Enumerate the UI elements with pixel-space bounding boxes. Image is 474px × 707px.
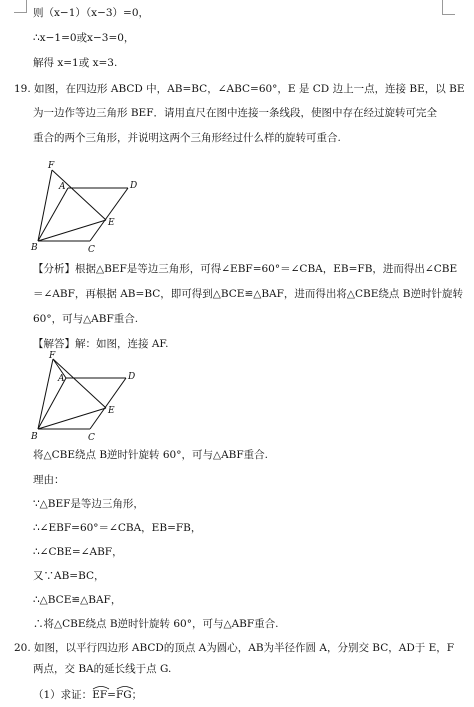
q19-line-3: 重合的两个三角形，并说明这两个三角形经过什么样的旋转可重合.	[33, 132, 341, 144]
proof-line-6: 又∵AB=BC，	[33, 570, 105, 582]
figure-1-quadrilateral	[28, 158, 146, 258]
label-a: A	[59, 182, 66, 192]
solution-line-3: 解得 x=1或 x=3.	[33, 57, 118, 69]
arc-ef	[92, 688, 107, 702]
solution-line-1: 则（x−1）（x−3）=0，	[33, 7, 150, 19]
proof-line-1: 将△CBE绕点 B逆时针旋转 60°，可与△ABF重合.	[33, 449, 268, 461]
label-e: E	[108, 218, 115, 228]
label-e-2: E	[108, 406, 115, 416]
equals-sign: =	[107, 689, 116, 701]
proof-line-3: ∵△BEF是等边三角形，	[33, 498, 144, 510]
q19-line-1: 19. 如图，在四边形 ABCD 中，AB=BC，∠ABC=60°，E 是 CD 边上一点，连接 BE，以 BE	[14, 83, 465, 95]
analysis-line-1: 【分析】根据△BEF是等边三角形，可得∠EBF=60°＝∠CBA，EB=FB，进而得出∠CBE	[33, 263, 458, 275]
analysis-line-3: 60°，可与△ABF重合.	[33, 313, 139, 325]
q19-line-2: 为一边作等边三角形 BEF．请用直尺在图中连接一条线段，使图中存在经过旋转可完全	[33, 107, 438, 119]
q20-line-2: 两点，交 BA的延长线于点 G.	[33, 663, 172, 675]
label-b-2: B	[31, 432, 38, 442]
label-c: C	[88, 245, 95, 255]
proof-line-5: ∴∠CBE=∠ABF，	[33, 546, 123, 558]
segment-bf	[38, 170, 52, 241]
crop-mark-right	[442, 0, 455, 15]
analysis-line-2: ＝∠ABF，再根据 AB=BC，即可得到△BCE≌△BAF，进而得出将△CBE绕点 B逆时针旋转	[33, 288, 463, 300]
arc-fg-label: FG	[115, 689, 132, 701]
segment-fe	[52, 170, 106, 220]
proof-line-4: ∴∠EBF=60°＝∠CBA，EB=FB，	[33, 522, 202, 534]
segment-cd-2	[90, 378, 126, 429]
arc-ef-label: EF	[92, 689, 108, 701]
arc-fg	[116, 688, 132, 702]
label-f: F	[48, 161, 55, 171]
label-f-2: F	[49, 351, 56, 361]
answer-line: 【解答】解：如图，连接 AF.	[33, 338, 169, 350]
label-c-2: C	[88, 433, 95, 443]
proof-line-8: ∴将△CBE绕点 B逆时针旋转 60°，可与△ABF重合.	[33, 618, 279, 630]
q20-line-1: 20. 如图，以平行四边形 ABCD的顶点 A为圆心，AB为半径作圆 A，分别交 BC，AD于 E，F	[14, 642, 455, 654]
label-b: B	[31, 243, 38, 253]
arc-fg-mark	[116, 685, 134, 690]
crop-mark-left	[14, 0, 27, 13]
label-d-2: D	[128, 372, 136, 382]
q20-sub1-prefix: （1）求证：	[33, 689, 93, 701]
q20-sub1	[33, 688, 142, 702]
label-a-2: A	[58, 374, 65, 384]
proof-line-7: ∴△BCE≌△BAF，	[33, 594, 122, 606]
label-d: D	[130, 181, 138, 191]
proof-line-2: 理由：	[33, 474, 65, 486]
segment-bf-2	[38, 359, 53, 429]
figure-2-quadrilateral	[28, 350, 146, 445]
q20-sub1-suffix: ；	[131, 689, 143, 701]
arc-ef-mark	[92, 685, 110, 690]
solution-line-2: ∴x−1=0或x−3=0，	[33, 32, 135, 44]
segment-cd	[90, 188, 128, 241]
